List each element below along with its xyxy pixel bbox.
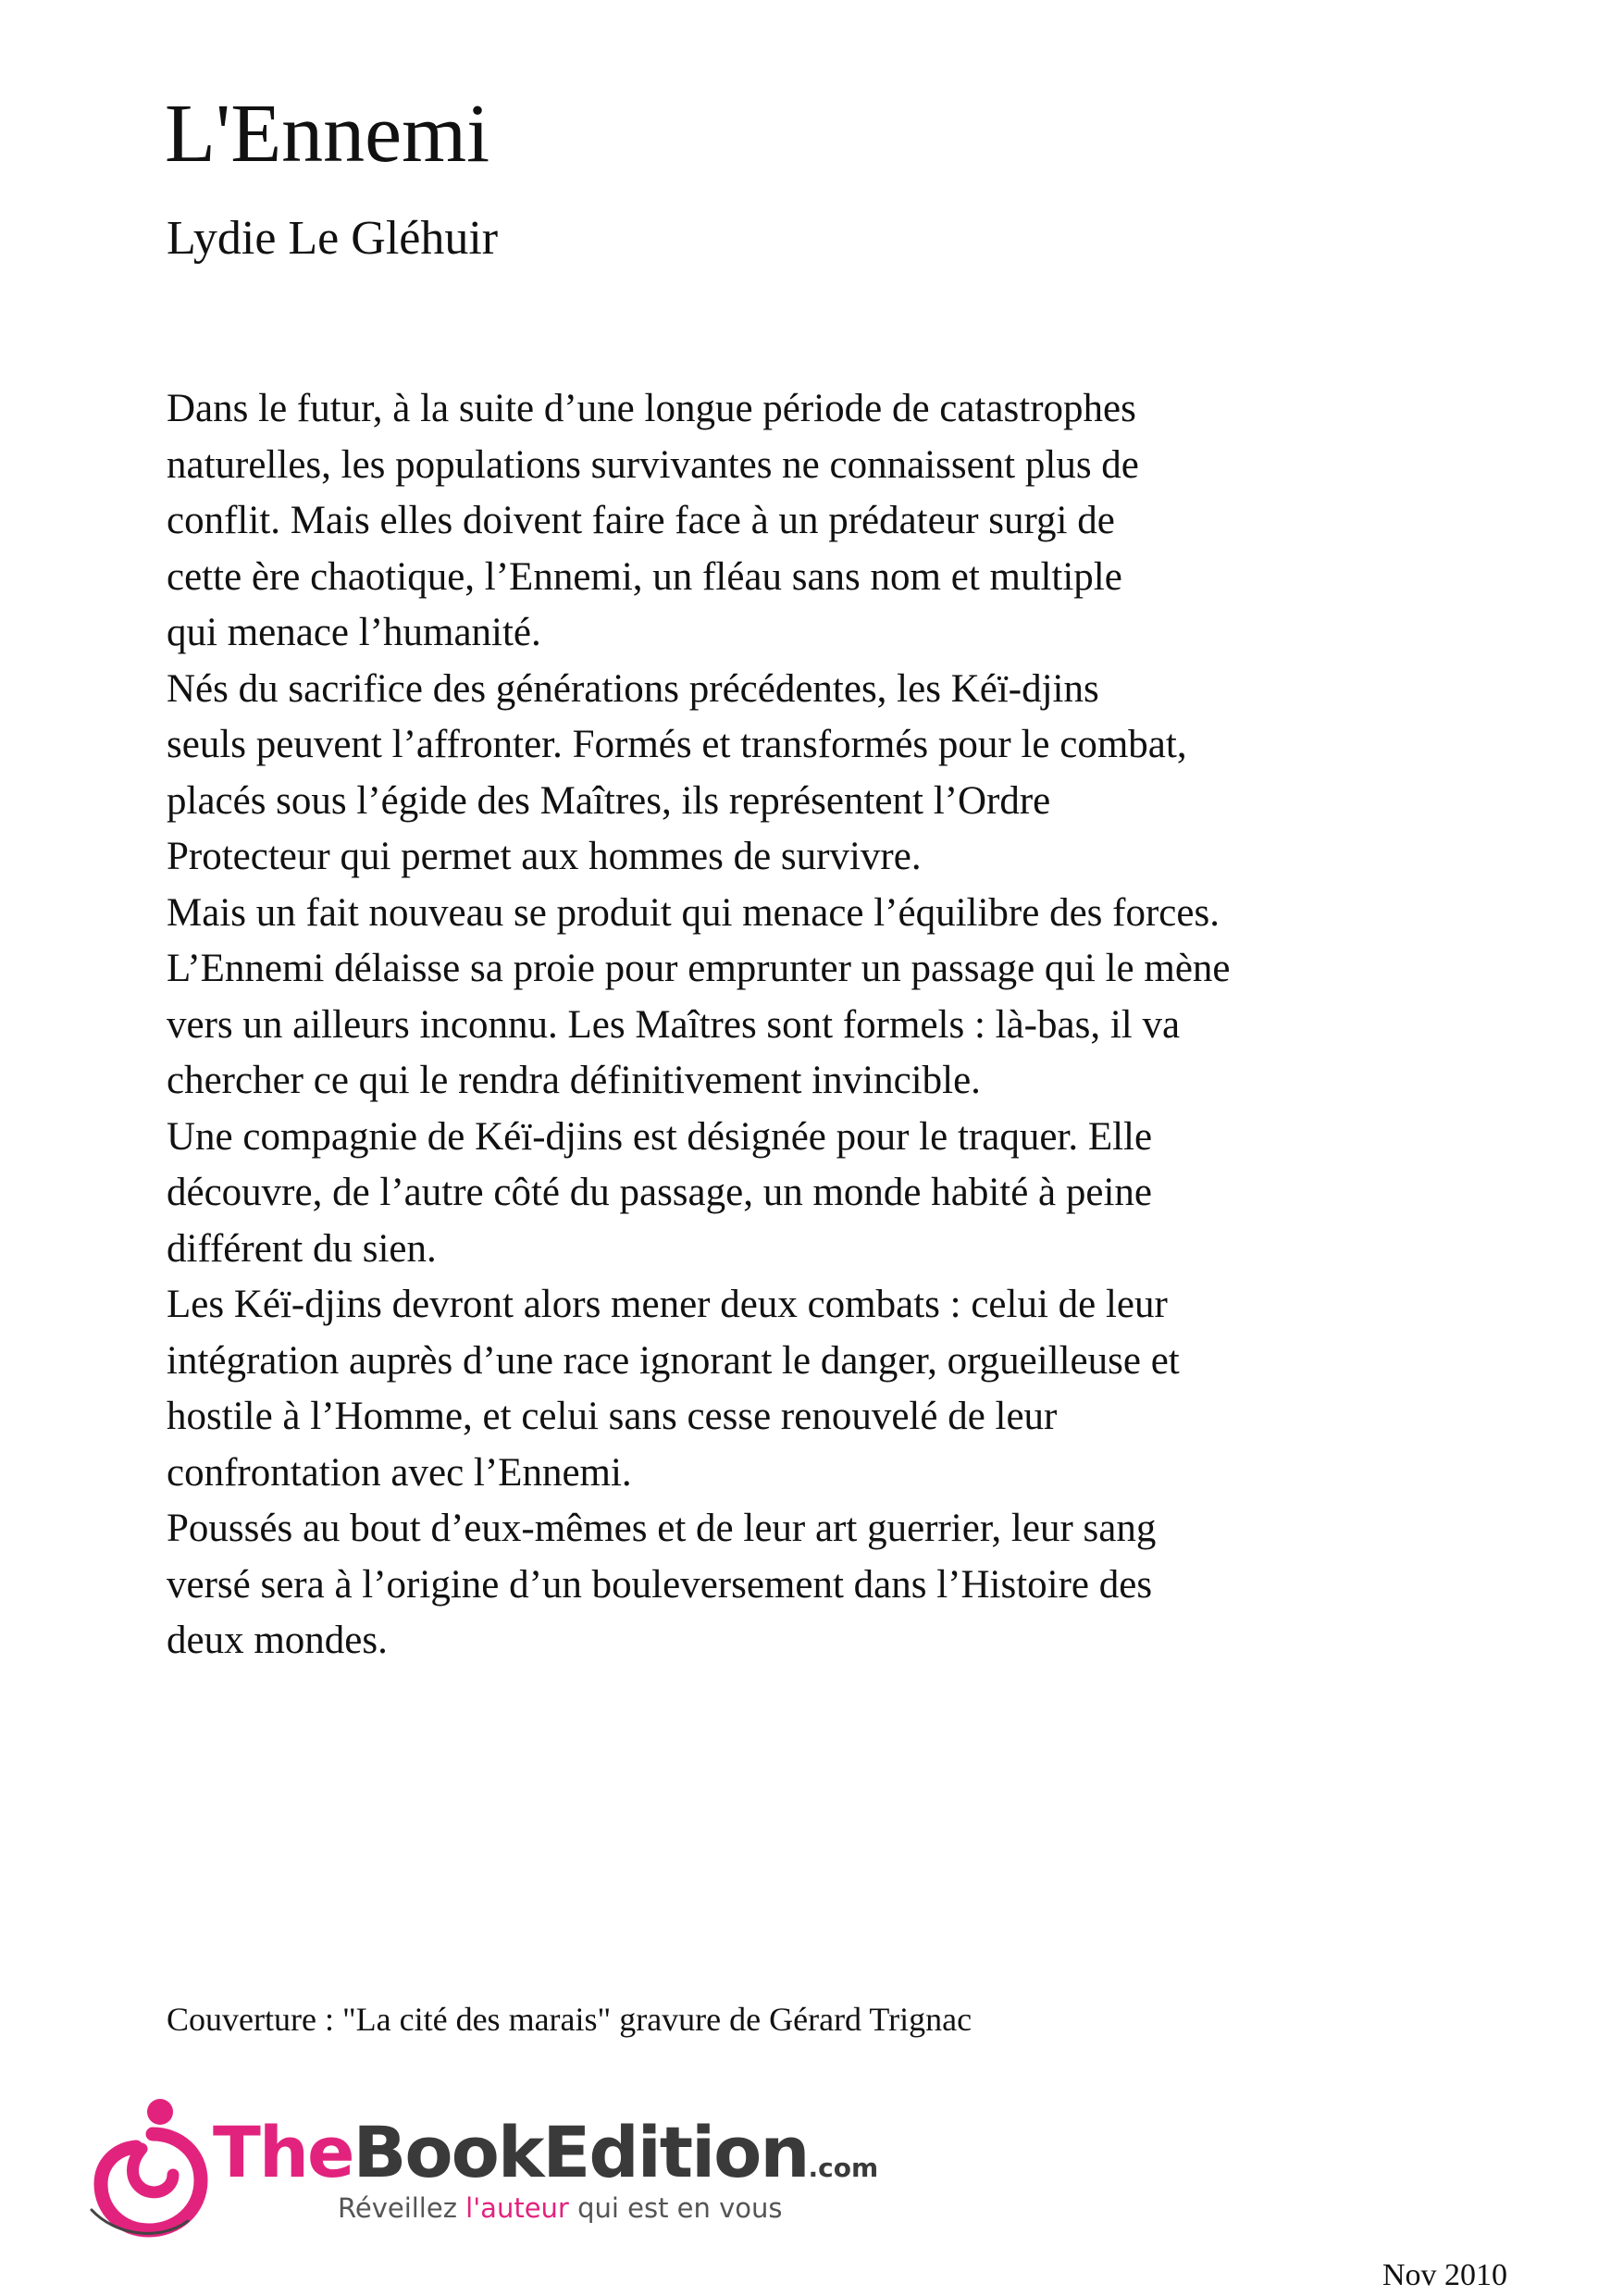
summary-line: versé sera à l’origine d’un bouleversement dans l’Histoire des bbox=[167, 1562, 1153, 1607]
summary-line: Poussés au bout d’eux-mêmes et de leur art guerrier, leur sang bbox=[167, 1507, 1157, 1550]
summary-line: cette ère chaotique, l’Ennemi, un fléau sans nom et multiple bbox=[167, 554, 1122, 599]
book-summary bbox=[167, 381, 1481, 1669]
person-swirl-icon bbox=[88, 2091, 208, 2240]
summary-line: Nés du sacrifice des générations précédentes, les Kéï-djins bbox=[167, 666, 1099, 711]
summary-line: Les Kéï-djins devront alors mener deux combats : celui de leur bbox=[167, 1283, 1168, 1326]
summary-line: découvre, de l’autre côté du passage, un monde habité à peine bbox=[167, 1171, 1153, 1214]
logo-wordmark: TheBookEdition.com bbox=[213, 2111, 879, 2193]
summary-line: hostile à l’Homme, et celui sans cesse renouvelé de leur bbox=[167, 1395, 1058, 1438]
thebookedition-logo[interactable] bbox=[88, 2091, 879, 2240]
logo-tagline: Réveillez l'auteur qui est en vous bbox=[338, 2192, 783, 2224]
summary-line: deux mondes. bbox=[167, 1619, 388, 1662]
summary-line: naturelles, les populations survivantes ne connaissent plus de bbox=[167, 442, 1139, 487]
summary-line: L’Ennemi délaisse sa proie pour emprunter un passage qui le mène bbox=[167, 947, 1231, 990]
summary-line: Mais un fait nouveau se produit qui menace l’équilibre des forces. bbox=[167, 890, 1220, 935]
summary-line: chercher ce qui le rendra définitivement invincible. bbox=[167, 1059, 981, 1102]
summary-line: confrontation avec l’Ennemi. bbox=[167, 1450, 632, 1495]
summary-line: placés sous l’égide des Maîtres, ils représentent l’Ordre bbox=[167, 778, 1051, 823]
publication-date: Nov 2010 bbox=[1382, 2258, 1508, 2292]
book-title: L'Ennemi bbox=[165, 88, 490, 180]
summary-line: intégration auprès d’une race ignorant le danger, orgueilleuse et bbox=[167, 1338, 1180, 1383]
summary-line: différent du sien. bbox=[167, 1226, 437, 1271]
summary-line: Dans le futur, à la suite d’une longue période de catastrophes bbox=[167, 387, 1136, 430]
summary-line: seuls peuvent l’affronter. Formés et transformés pour le combat, bbox=[167, 723, 1187, 766]
summary-line: Protecteur qui permet aux hommes de survivre. bbox=[167, 835, 922, 878]
summary-line: conflit. Mais elles doivent faire face à un prédateur surgi de bbox=[167, 499, 1115, 542]
summary-line: vers un ailleurs inconnu. Les Maîtres sont formels : là-bas, il va bbox=[167, 1002, 1181, 1047]
summary-line: qui menace l’humanité. bbox=[167, 611, 541, 654]
cover-credit: Couverture : "La cité des marais" gravure de Gérard Trignac bbox=[167, 2001, 973, 2038]
author-name: Lydie Le Gléhuir bbox=[167, 212, 499, 265]
summary-line: Une compagnie de Kéï-djins est désignée pour le traquer. Elle bbox=[167, 1114, 1153, 1159]
